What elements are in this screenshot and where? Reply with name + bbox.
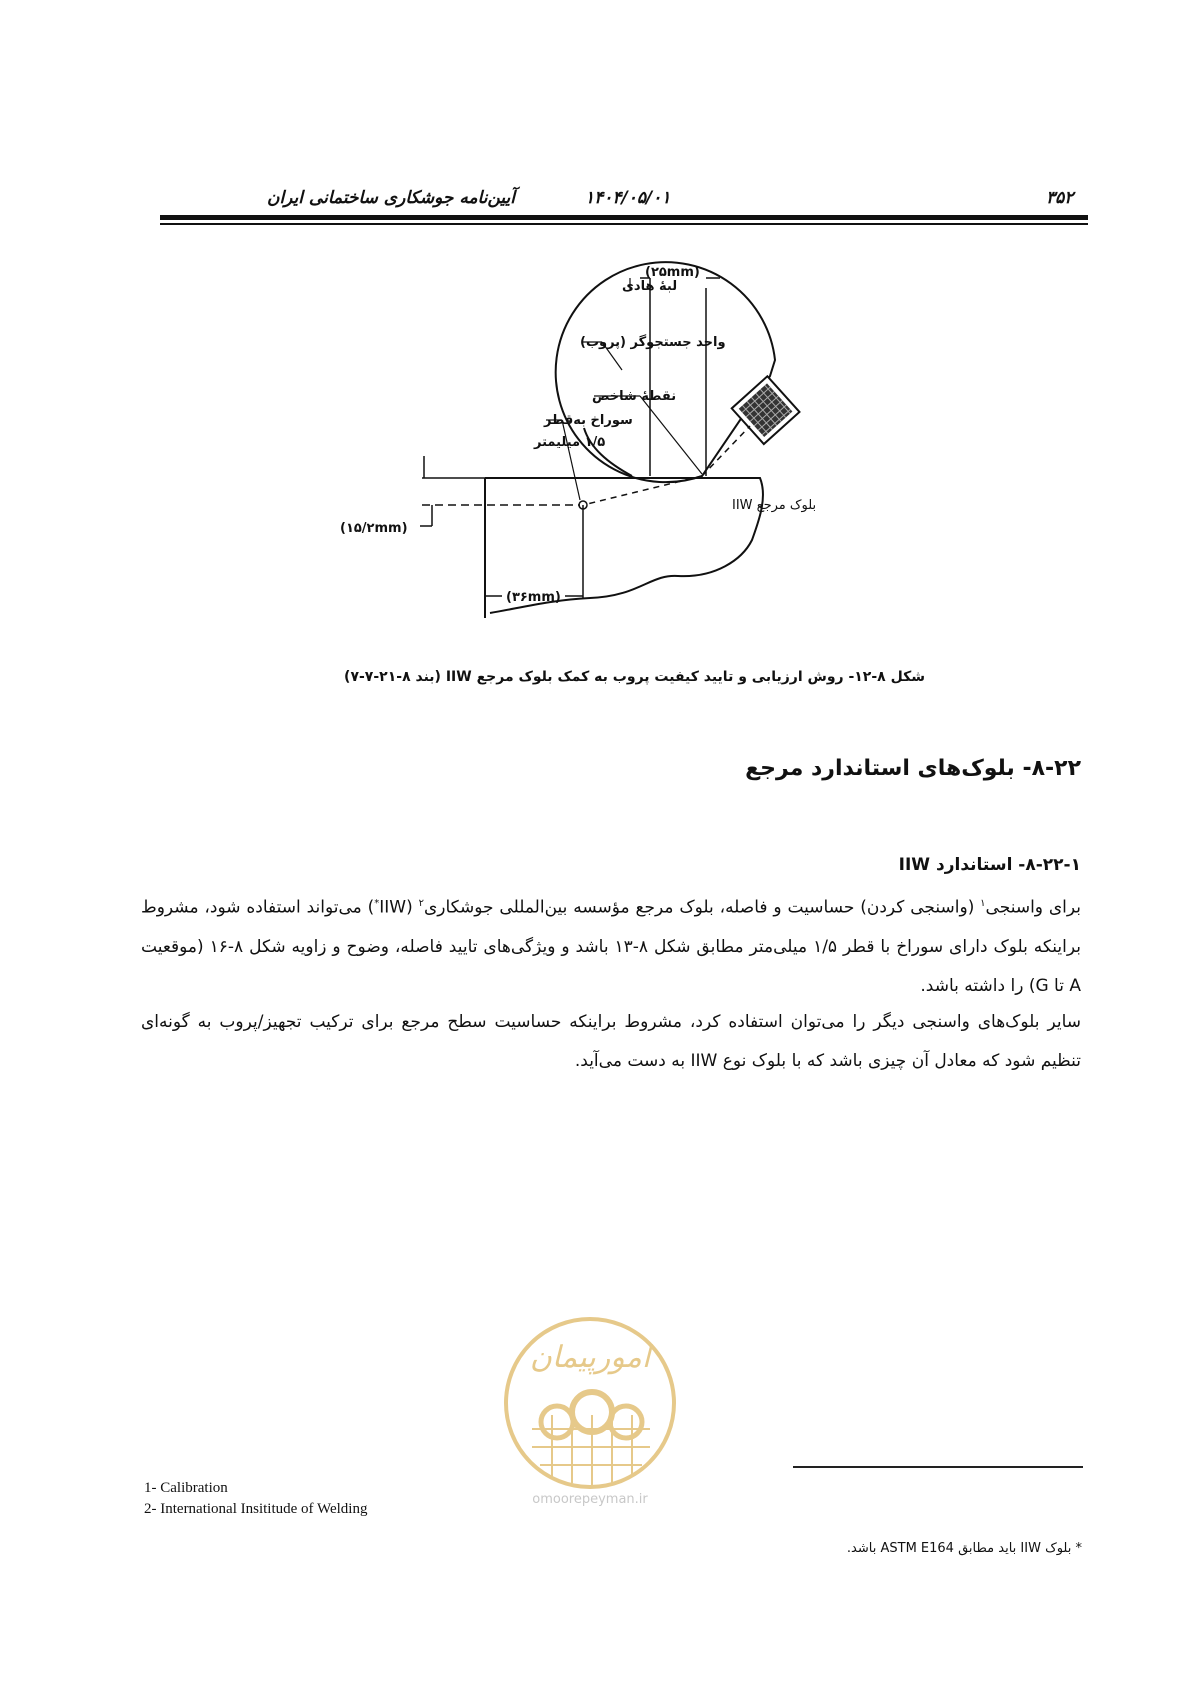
footnote-2: 2- International Insititude of Welding — [144, 1501, 368, 1517]
p1-text-c: (IIW — [379, 897, 419, 918]
figure-caption: شکل ۸-۱۲- روش ارزیابی و تایید کیفیت پروب به کمک بلوک مرجع IIW (بند ۸-۲۱-۷-۷) — [344, 669, 925, 685]
gear-icon-right — [610, 1406, 642, 1438]
page-number: ۳۵۲ — [1046, 188, 1074, 208]
figure-iiw-block-diagram — [340, 265, 900, 658]
probe-label: واحد جستجوگر (پروب) — [580, 335, 726, 350]
beam-line — [702, 426, 750, 476]
footnote-ref-1: ۱ — [980, 898, 986, 909]
section-heading: ۸-۲۲- بلوک‌های استاندارد مرجع — [745, 756, 1081, 781]
header-date: ۱۴۰۴/۰۵/۰۱ — [585, 188, 671, 208]
footnote-1: 1- Calibration — [144, 1480, 228, 1496]
index-point-label: نقطهٔ شاخص — [592, 389, 677, 404]
hole-label-1: سوراخ به‌قطر — [544, 413, 633, 428]
logo-text: امورپیمان — [529, 1340, 651, 1375]
dim-36-label: (۳۶mm) — [506, 590, 561, 605]
logo-url: omoorepeyman.ir — [532, 1492, 648, 1507]
running-header-title: آیین‌نامه جوشکاری ساختمانی ایران — [266, 188, 515, 208]
p1-text-b: (واسنجی کردن) حساسیت و فاصله، بلوک مرجع مؤسسه بین‌المللی جوشکاری — [423, 897, 981, 918]
edge-label: لبهٔ هادی — [622, 279, 678, 294]
dim-15-label: (۱۵/۲mm) — [340, 521, 408, 536]
paragraph-1 — [141, 884, 1081, 1006]
footnote-ref-star: * — [374, 898, 380, 909]
p1-text-a: برای واسنجی — [985, 897, 1081, 918]
block-label: بلوک مرجع IIW — [732, 498, 817, 513]
footnote-ref-2: ۲ — [418, 898, 424, 909]
subsection-heading: ۸-۲۲-۱- استاندارد IIW — [898, 855, 1081, 875]
paragraph-2: سایر بلوک‌های واسنجی دیگر را می‌توان استفاده کرد، مشروط براینکه حساسیت سطح مرجع برای ترکیب تجهیز/پروب به گونه‌ای تنظیم شود که معادل آن چیزی باشد که با بلوک نوع IIW به دست می‌آید. — [141, 1012, 1081, 1071]
header-rule-thin — [160, 223, 1088, 225]
hole-label-2: ۱/۵ میلیمتر — [534, 435, 606, 450]
gear-icon — [541, 1406, 573, 1438]
footnote-rule — [793, 1466, 1083, 1468]
dim-25-label: (۲۵mm) — [645, 265, 700, 280]
header-rule-thick — [160, 215, 1088, 220]
p1-text-d: ) می‌تواند استفاده شود، مشروط براینکه بلوک دارای سوراخ با قطر ۱/۵ میلی‌متر مطابق شکل ۸-۱۳ باشد و ویژگی‌های تایید فاصله، وضوح و زاویه شکل ۸-۱۶ (موقعیت A تا G) را داشته باشد. — [141, 897, 1081, 996]
footnote-star: * بلوک IIW باید مطابق ASTM E164 باشد. — [846, 1541, 1082, 1556]
watermark-logo — [492, 1317, 692, 1507]
